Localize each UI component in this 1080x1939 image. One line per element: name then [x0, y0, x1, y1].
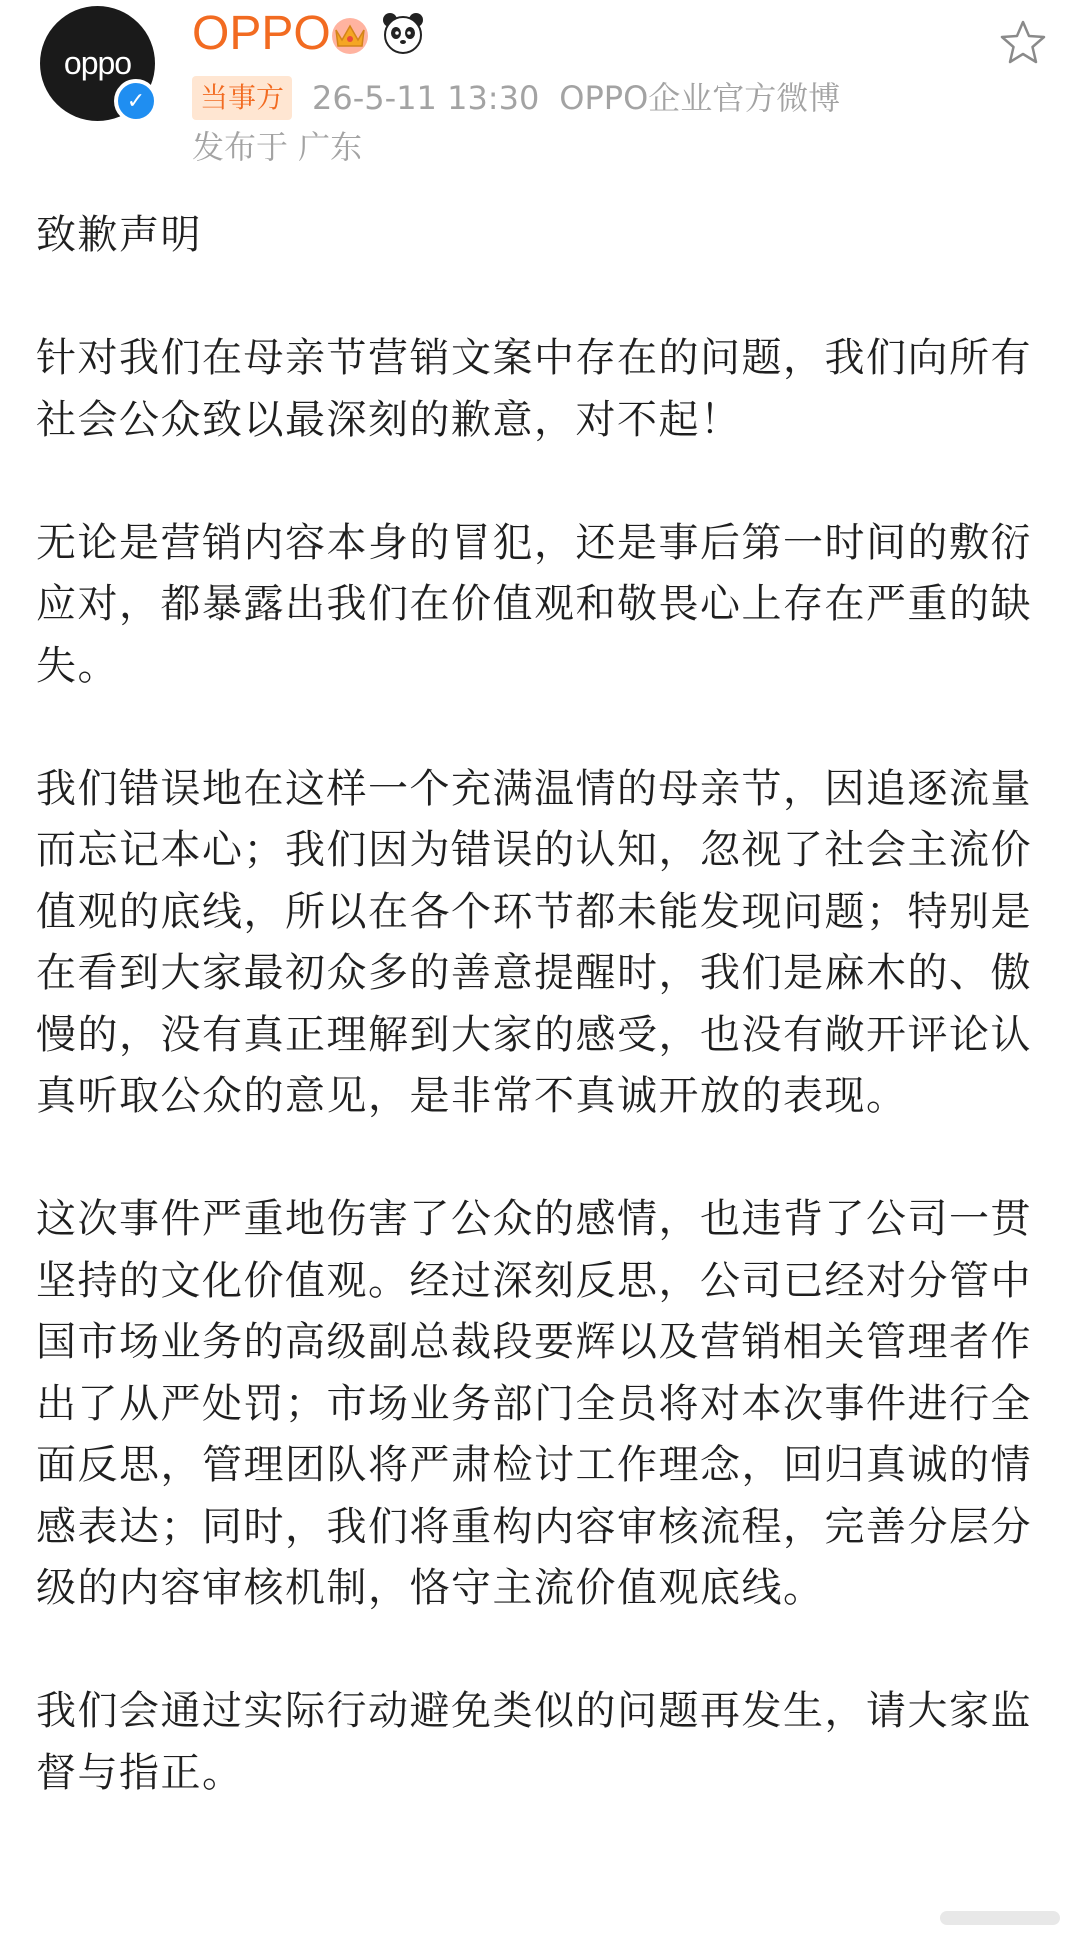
- avatar-logo-text: oppo: [63, 45, 132, 81]
- post-location: 发布于 广东: [192, 128, 363, 166]
- panda-badge-icon[interactable]: [380, 10, 426, 56]
- post-paragraph: 这次事件严重地伤害了公众的感情，也违背了公司一贯坚持的文化价值观。经过深刻反思，公司已经对分管中国市场业务的高级副总裁段要辉以及营销相关管理者作出了从严处罚；市场业务部门全员将对本次事件进行全面反思，管理团队将严肃检讨工作理念，回归真诚的情感表达；同时，我们将重构内容审核流程，完善分层分级的内容审核机制，恪守主流价值观底线。: [36, 1196, 1032, 1611]
- post-paragraph: 无论是营销内容本身的冒犯，还是事后第一时间的敷衍应对，都暴露出我们在价值观和敬畏心上存在严重的缺失。: [36, 519, 1032, 689]
- verified-icon: ✓: [114, 79, 158, 123]
- post-title: 致歉声明: [36, 212, 202, 258]
- tag-badge[interactable]: 当事方: [192, 76, 292, 120]
- post-timestamp: 26-5-11 13:30: [312, 79, 540, 117]
- crown-badge-icon[interactable]: [328, 12, 372, 56]
- post-paragraph: 我们会通过实际行动避免类似的问题再发生，请大家监督与指正。: [36, 1688, 1032, 1796]
- star-icon[interactable]: [998, 18, 1048, 68]
- post-source: OPPO企业官方微博: [559, 79, 841, 117]
- post-body: [36, 205, 1051, 1866]
- post-meta-row: [192, 74, 840, 122]
- watermark-icon: [940, 1905, 1060, 1931]
- username[interactable]: OPPO: [192, 7, 331, 60]
- post-paragraph: 我们错误地在这样一个充满温情的母亲节，因追逐流量而忘记本心；我们因为错误的认知，忽视了社会主流价值观的底线，所以在各个环节都未能发现问题；特别是在看到大家最初众多的善意提醒时，我们是麻木的、傲慢的，没有真正理解到大家的感受，也没有敞开评论认真听取公众的意见，是非常不真诚开放的表现。: [36, 765, 1032, 1119]
- post-paragraph: 针对我们在母亲节营销文案中存在的问题，我们向所有社会公众致以最深刻的歉意，对不起！: [36, 335, 1032, 443]
